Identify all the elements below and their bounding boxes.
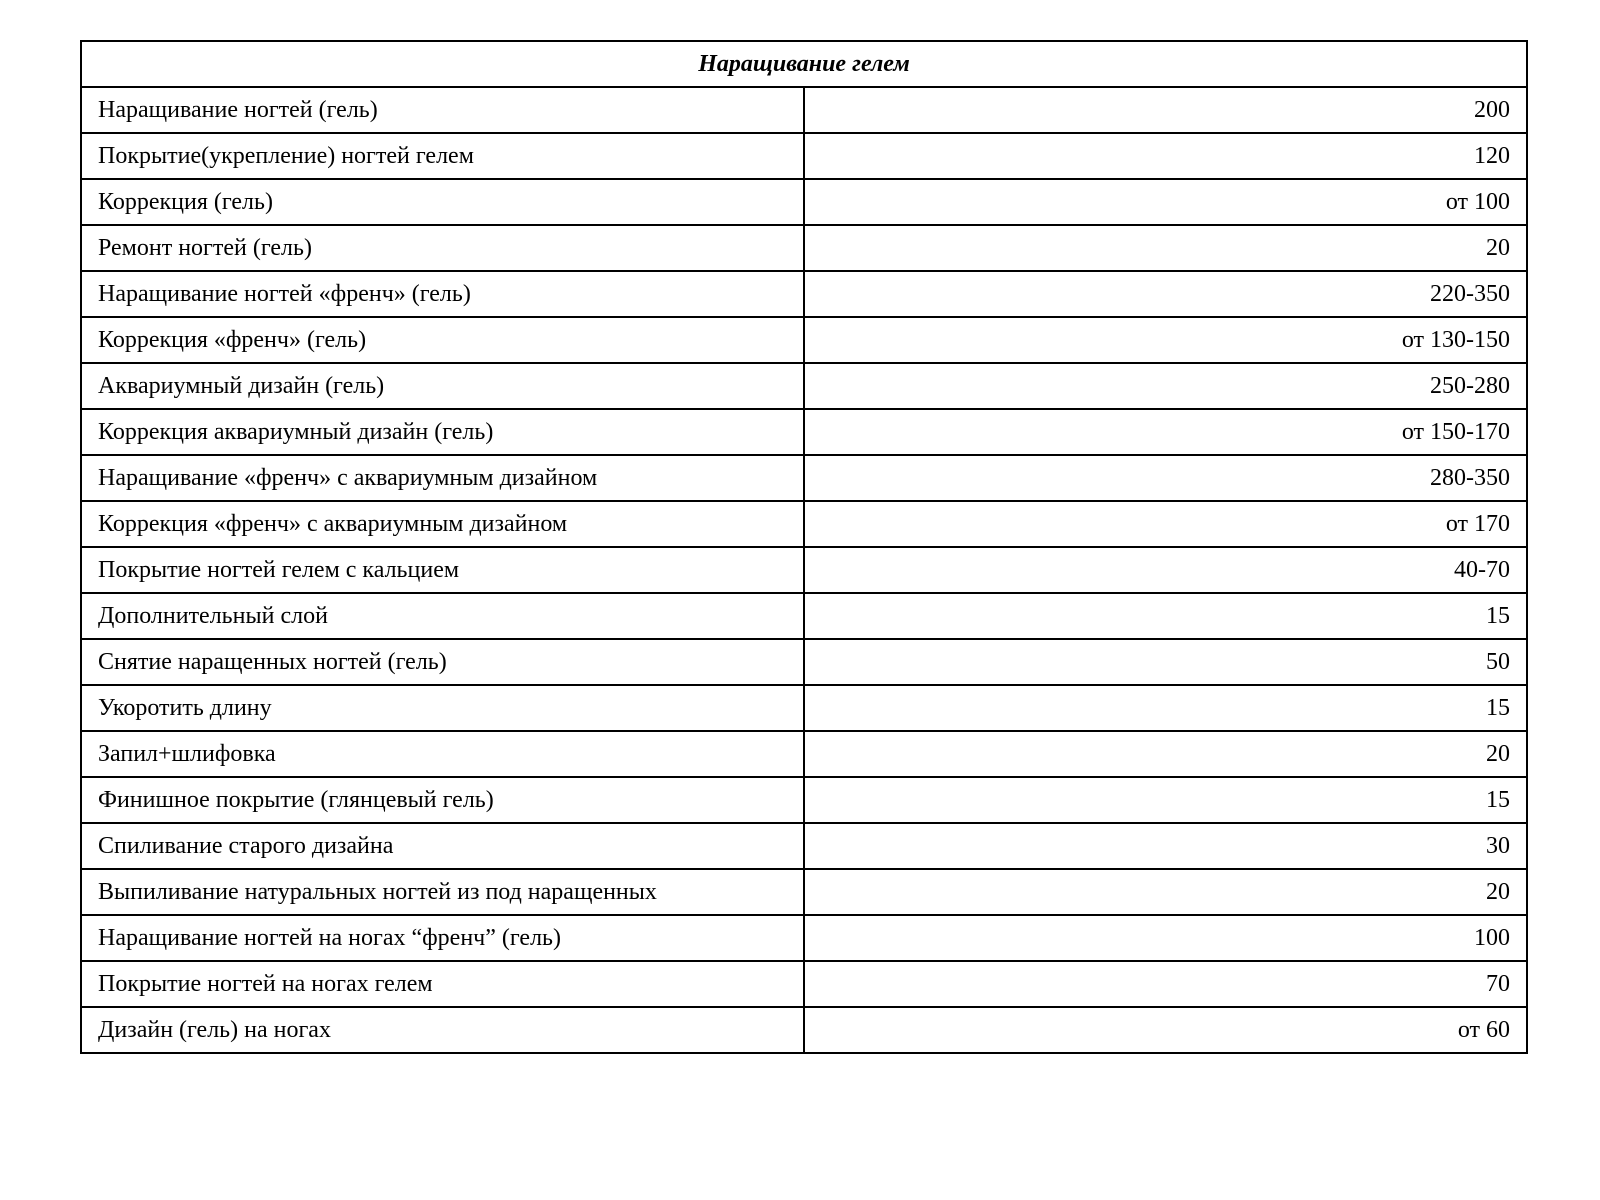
table-row bbox=[81, 777, 1527, 823]
price-cell: 20 bbox=[804, 731, 1527, 777]
table-row bbox=[81, 593, 1527, 639]
price-cell: 30 bbox=[804, 823, 1527, 869]
service-name-cell: Коррекция «френч» с аквариумным дизайном bbox=[81, 501, 804, 547]
price-cell: 15 bbox=[804, 593, 1527, 639]
table-row bbox=[81, 317, 1527, 363]
table-row bbox=[81, 731, 1527, 777]
service-name-cell: Дизайн (гель) на ногах bbox=[81, 1007, 804, 1053]
table-row bbox=[81, 639, 1527, 685]
price-table bbox=[80, 40, 1528, 1054]
service-name-cell: Снятие наращенных ногтей (гель) bbox=[81, 639, 804, 685]
table-row bbox=[81, 915, 1527, 961]
table-row bbox=[81, 179, 1527, 225]
price-cell: 200 bbox=[804, 87, 1527, 133]
service-name-cell: Спиливание старого дизайна bbox=[81, 823, 804, 869]
service-name-cell: Наращивание ногтей (гель) bbox=[81, 87, 804, 133]
service-name-cell: Покрытие ногтей на ногах гелем bbox=[81, 961, 804, 1007]
price-cell: 15 bbox=[804, 685, 1527, 731]
price-cell: от 130-150 bbox=[804, 317, 1527, 363]
service-name-cell: Ремонт ногтей (гель) bbox=[81, 225, 804, 271]
service-name-cell: Наращивание ногтей «френч» (гель) bbox=[81, 271, 804, 317]
service-name-cell: Покрытие(укрепление) ногтей гелем bbox=[81, 133, 804, 179]
service-name-cell: Наращивание «френч» с аквариумным дизайном bbox=[81, 455, 804, 501]
service-name-cell: Укоротить длину bbox=[81, 685, 804, 731]
price-table-body bbox=[81, 41, 1527, 1053]
table-row bbox=[81, 133, 1527, 179]
service-name-cell: Выпиливание натуральных ногтей из под наращенных bbox=[81, 869, 804, 915]
table-row bbox=[81, 685, 1527, 731]
table-header-row bbox=[81, 41, 1527, 87]
table-title: Наращивание гелем bbox=[81, 41, 1527, 87]
service-name-cell: Коррекция аквариумный дизайн (гель) bbox=[81, 409, 804, 455]
price-cell: 70 bbox=[804, 961, 1527, 1007]
table-row bbox=[81, 869, 1527, 915]
service-name-cell: Покрытие ногтей гелем с кальцием bbox=[81, 547, 804, 593]
price-cell: 120 bbox=[804, 133, 1527, 179]
service-name-cell: Коррекция «френч» (гель) bbox=[81, 317, 804, 363]
table-row bbox=[81, 455, 1527, 501]
table-row bbox=[81, 87, 1527, 133]
price-cell: 15 bbox=[804, 777, 1527, 823]
price-cell: 40-70 bbox=[804, 547, 1527, 593]
table-row bbox=[81, 823, 1527, 869]
price-cell: 250-280 bbox=[804, 363, 1527, 409]
service-name-cell: Наращивание ногтей на ногах “френч” (гель) bbox=[81, 915, 804, 961]
price-cell: 100 bbox=[804, 915, 1527, 961]
price-cell: от 170 bbox=[804, 501, 1527, 547]
price-cell: от 100 bbox=[804, 179, 1527, 225]
service-name-cell: Аквариумный дизайн (гель) bbox=[81, 363, 804, 409]
service-name-cell: Дополнительный слой bbox=[81, 593, 804, 639]
table-row bbox=[81, 501, 1527, 547]
price-cell: 20 bbox=[804, 869, 1527, 915]
price-cell: 50 bbox=[804, 639, 1527, 685]
table-row bbox=[81, 547, 1527, 593]
table-row bbox=[81, 225, 1527, 271]
table-row bbox=[81, 961, 1527, 1007]
service-name-cell: Запил+шлифовка bbox=[81, 731, 804, 777]
price-cell: 20 bbox=[804, 225, 1527, 271]
service-name-cell: Коррекция (гель) bbox=[81, 179, 804, 225]
table-row bbox=[81, 409, 1527, 455]
price-cell: 220-350 bbox=[804, 271, 1527, 317]
table-row bbox=[81, 271, 1527, 317]
table-row bbox=[81, 363, 1527, 409]
price-cell: от 60 bbox=[804, 1007, 1527, 1053]
table-row bbox=[81, 1007, 1527, 1053]
service-name-cell: Финишное покрытие (глянцевый гель) bbox=[81, 777, 804, 823]
price-cell: от 150-170 bbox=[804, 409, 1527, 455]
price-cell: 280-350 bbox=[804, 455, 1527, 501]
